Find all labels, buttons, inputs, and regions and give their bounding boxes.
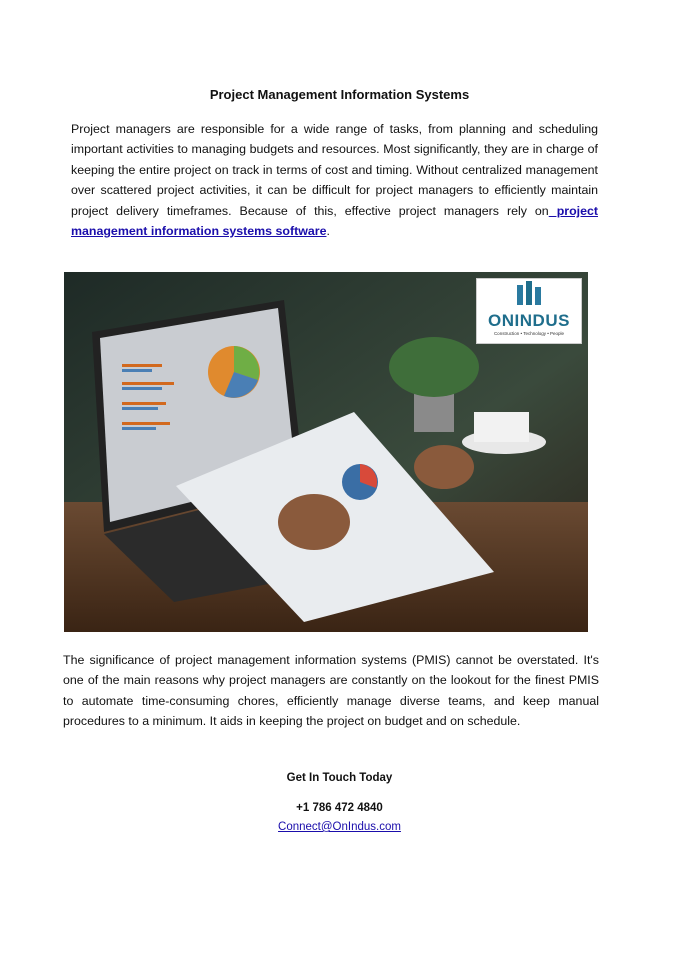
document-title: Project Management Information Systems [209,87,470,102]
pmis-software-link[interactable]: project management information systems software [71,203,598,239]
contact-heading: Get In Touch Today [286,772,393,784]
intro-paragraph [71,119,598,241]
logo-name: ONINDUS [488,311,570,330]
intro-period: . [326,224,330,239]
pmis-paragraph: The significance of project management information systems (PMIS) cannot be overstated. It's one of the main reasons why project managers are constantly on the lookout for the finest PMIS to automate time-consuming chores, efficiently manage diverse teams, and keep manual procedures to a minimum. It aids in keeping the project on budget and on schedule. [63,653,599,729]
hero-photo [64,272,588,632]
logo-tagline: Construction • Technology • People [493,331,565,336]
contact-email-link[interactable]: Connect@OnIndus.com [278,821,401,833]
contact-phone: +1 786 472 4840 [296,802,383,814]
intro-text: Project managers are responsible for a wide range of tasks, from planning and scheduling important activities to managing budgets and resources. Most significantly, they are in charge of keeping the entire project on track in terms of cost and timing. Without centralized management over scattered project activities, it can be difficult for project managers to efficiently maintain project delivery timeframes. Because of this, effective project managers rely on [71,122,598,218]
company-logo [476,278,582,344]
